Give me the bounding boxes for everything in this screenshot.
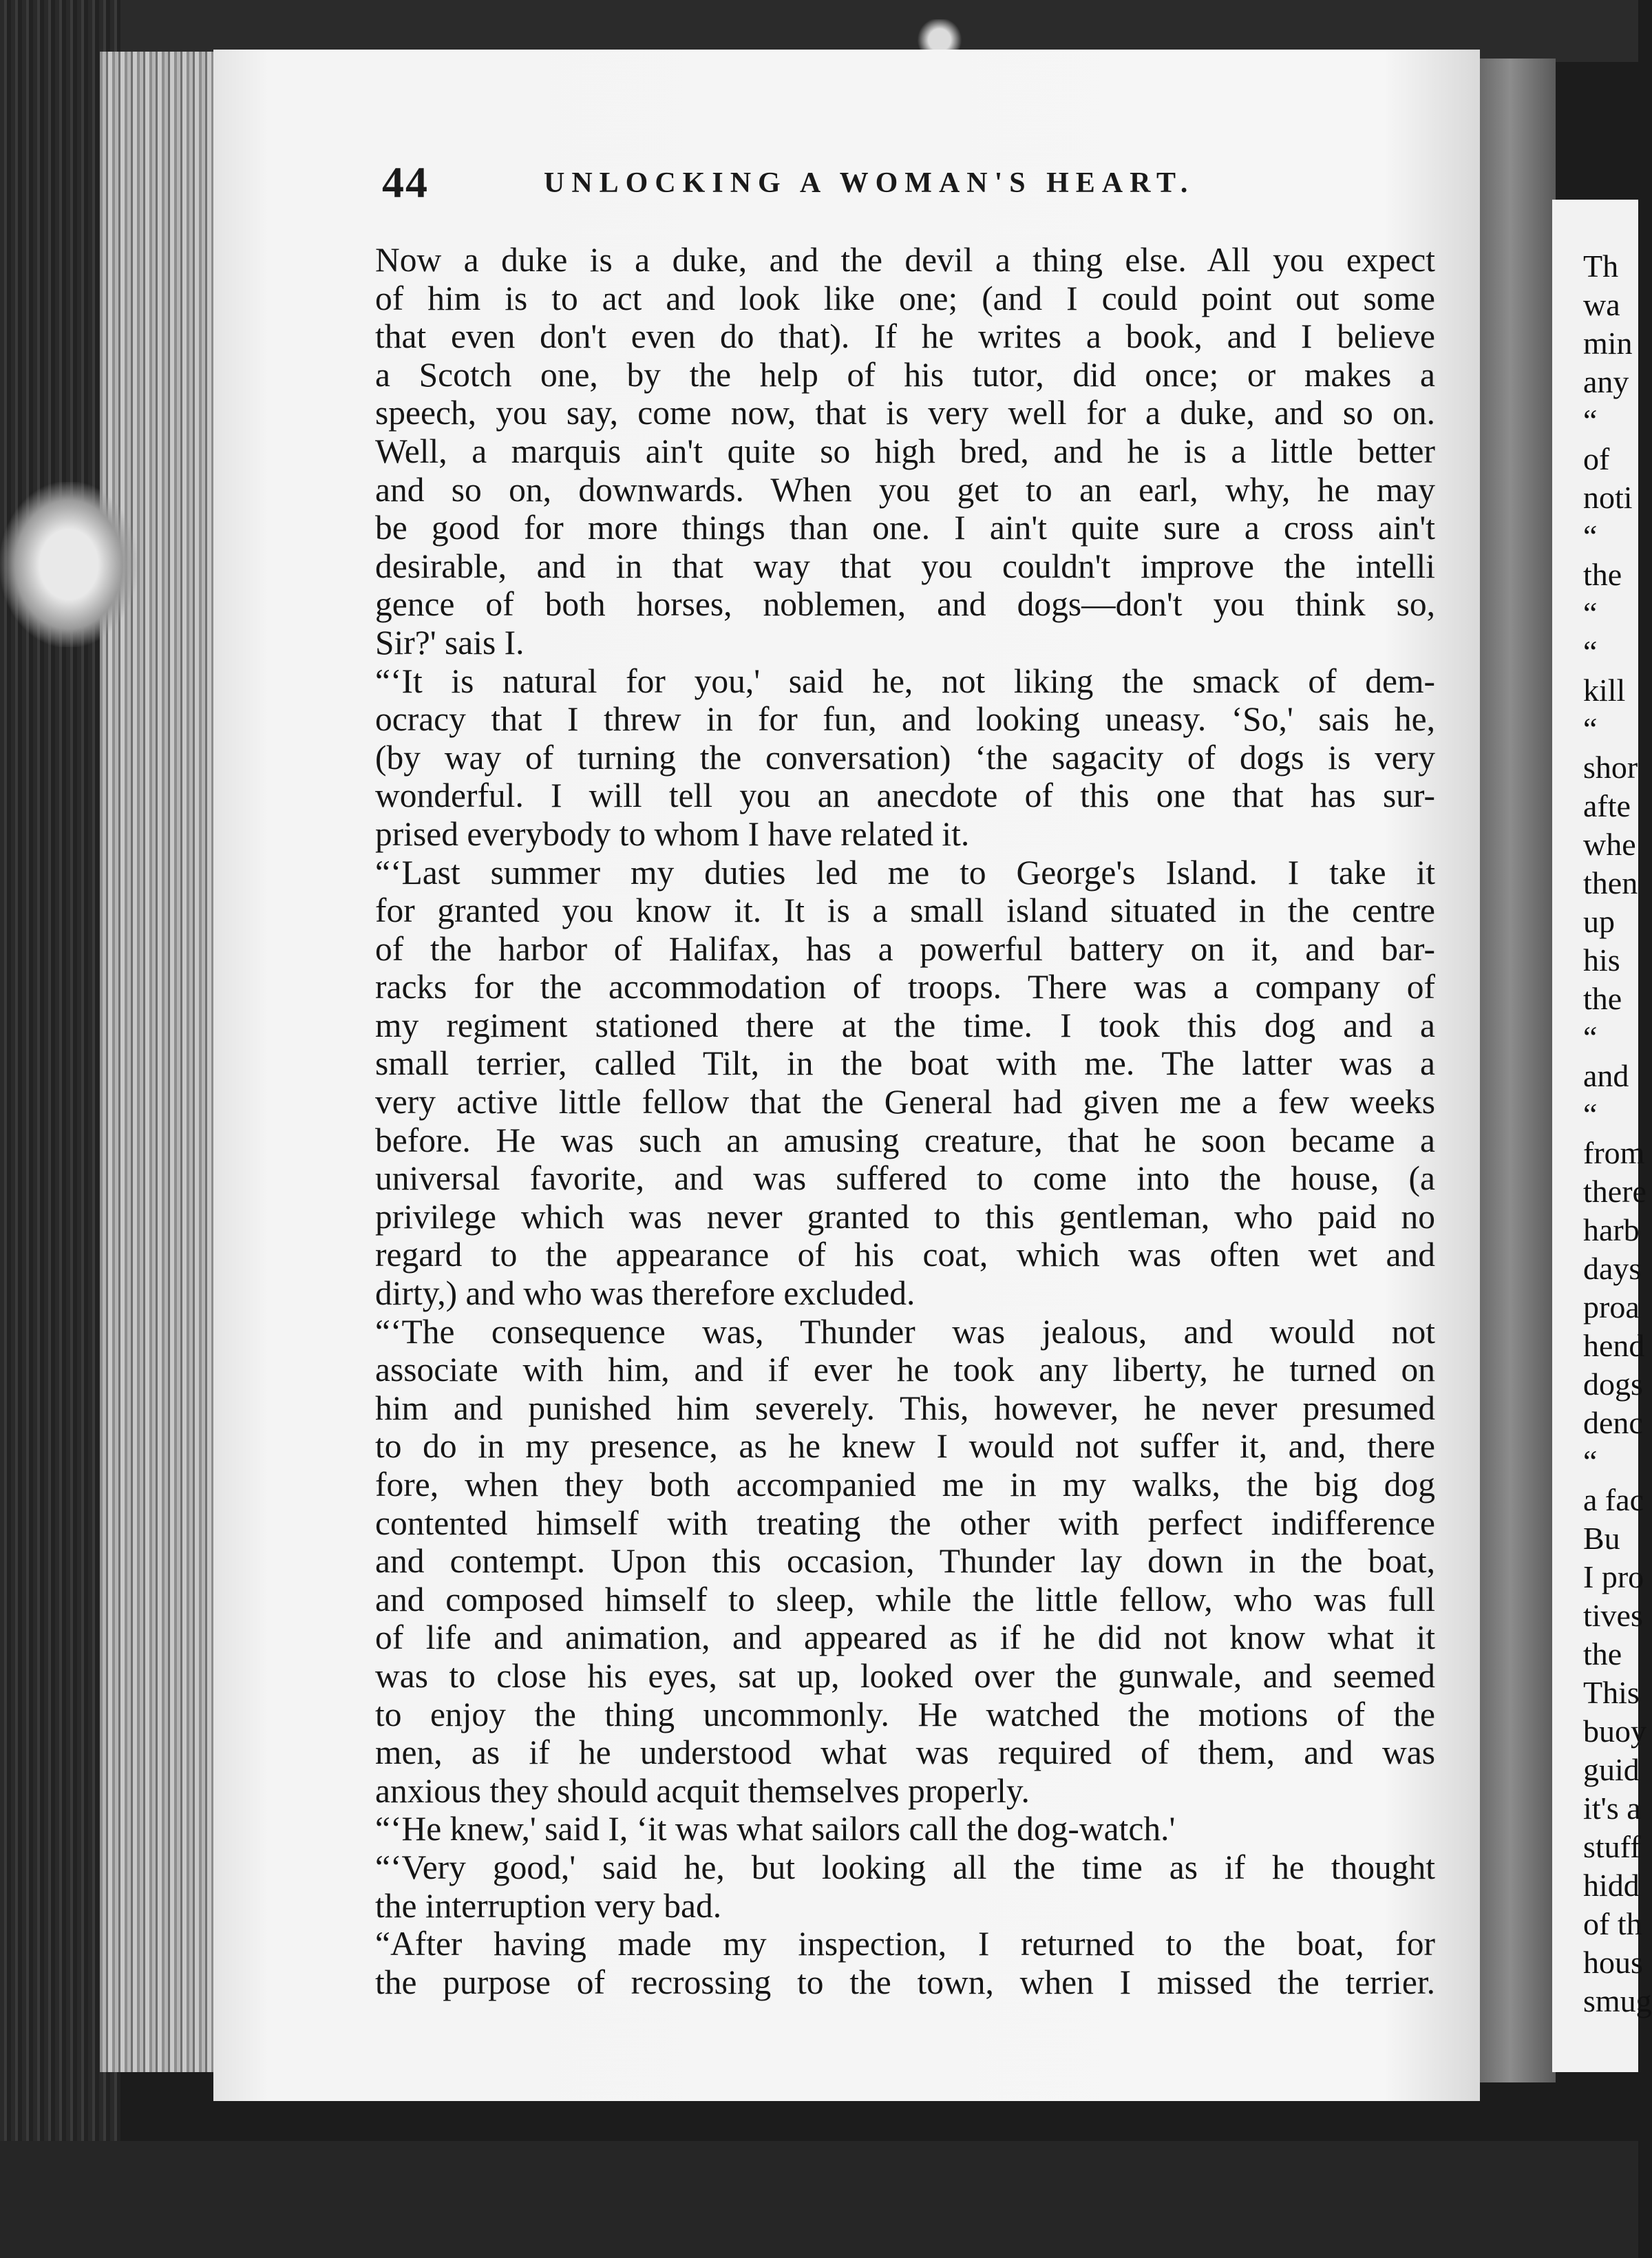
facing-page-fragment: days [1583,1251,1642,1286]
text-line: gence of both horses, noblemen, and dogs—don't you think so, [375,585,1435,624]
text-line: that even don't even do that). If he writes a book, and I believe [375,317,1435,356]
paper-damage-blotch [0,482,138,647]
page-stack-edge [100,52,224,2072]
text-line: dirty,) and who was therefore excluded. [375,1274,915,1313]
text-line: (by way of turning the conversation) ‘the sagacity of dogs is very [375,738,1435,777]
text-line: and composed himself to sleep, while the little fellow, who was full [375,1580,1435,1618]
facing-page-fragment: Th [1583,249,1619,284]
facing-page-fragment: hous [1583,1945,1643,1980]
facing-page-fragment: “ [1583,1444,1598,1479]
running-head: UNLOCKING A WOMAN'S HEART. [544,167,1195,199]
text-line: ocracy that I threw in for fun, and looking uneasy. ‘So,' sais he, [375,700,1435,739]
facing-page-fragment: “ [1583,1020,1598,1055]
text-line: “‘It is natural for you,' said he, not liking the smack of dem- [375,662,1435,700]
text-line: “‘The consequence was, Thunder was jealous, and would not [375,1312,1435,1351]
scan-background-bottom [0,2141,1638,2258]
text-line: before. He was such an amusing creature, that he soon became a [375,1121,1435,1159]
facing-page-fragment: min [1583,326,1633,361]
text-line: universal favorite, and was suffered to come into the house, (a [375,1159,1435,1198]
facing-page-fragment: the [1583,1636,1622,1671]
text-line: speech, you say, come now, that is very well for a duke, and so on. [375,394,1435,432]
text-line: men, as if he understood what was required of them, and was [375,1733,1435,1772]
text-line: privilege which was never granted to this gentleman, who paid no [375,1197,1435,1236]
text-line: the purpose of recrossing to the town, when I missed the terrier. [375,1963,1435,2001]
facing-page-fragment: “ [1583,634,1598,669]
facing-page-fragment: kill [1583,673,1626,708]
text-line: contented himself with treating the other with perfect indifference [375,1503,1435,1542]
text-line: be good for more things than one. I ain't quite sure a cross ain't [375,509,1435,547]
facing-page-fragment: smug [1583,1983,1652,2018]
text-line: “‘Last summer my duties led me to George's Island. I take it [375,853,1435,891]
text-line: fore, when they both accompanied me in my walks, the big dog [375,1466,1435,1503]
page-body-text [375,241,1435,2001]
text-line: racks for the accommodation of troops. There was a company of [375,968,1435,1006]
text-line: was to close his eyes, sat up, looked over the gunwale, and seemed [375,1656,1435,1695]
facing-page-fragment: tives [1583,1598,1643,1633]
facing-page-fragment: his [1583,942,1620,978]
page-number: 44 [382,158,429,207]
facing-page-fragment: proa [1583,1289,1640,1325]
facing-page-fragment: stuff [1583,1829,1641,1864]
text-line: the interruption very bad. [375,1886,722,1925]
text-line: very active little fellow that the General had given me a few weeks [375,1083,1435,1121]
facing-page-fragment: up [1583,904,1615,939]
text-line: associate with him, and if ever he took any liberty, he turned on [375,1351,1435,1389]
facing-page-fragment: whe [1583,827,1636,862]
facing-page-fragment: denc [1583,1405,1643,1440]
facing-page-fragment: of [1583,441,1610,476]
text-line: and contempt. Upon this occasion, Thunder lay down in the boat, [375,1542,1435,1581]
facing-page-fragment: the [1583,557,1622,592]
facing-page-fragment: afte [1583,788,1631,823]
text-line: a Scotch one, by the help of his tutor, did once; or makes a [375,355,1435,394]
facing-page-fragment: dogs [1583,1367,1643,1402]
text-line: and so on, downwards. When you get to an earl, why, he may [375,470,1435,509]
facing-page-fragment: then [1583,865,1638,900]
facing-page-fragment: This [1583,1675,1640,1710]
facing-page-fragment: buoy [1583,1713,1646,1749]
facing-page-fragment: Bu [1583,1521,1620,1556]
text-line: anxious they should acquit themselves properly. [375,1771,1030,1810]
text-line: “‘He knew,' said I, ‘it was what sailors call the dog-watch.' [375,1810,1176,1848]
page-header [382,157,1428,212]
text-line: regard to the appearance of his coat, which was often wet and [375,1236,1435,1274]
facing-page-fragment: a fac [1583,1482,1644,1517]
facing-page-fragment: it's a [1583,1791,1641,1826]
text-line: for granted you know it. It is a small island situated in the centre [375,891,1435,930]
text-line: “After having made my inspection, I returned to the boat, for [375,1925,1435,1963]
facing-page-fragment: shor [1583,750,1638,785]
facing-page-fragment: there [1583,1174,1646,1209]
facing-page-fragment: “ [1583,711,1598,746]
facing-page-fragment: and [1583,1058,1629,1093]
facing-page-fragment: any [1583,364,1629,399]
facing-page-fragment: of th [1583,1906,1642,1941]
text-line: of the harbor of Halifax, has a powerful battery on it, and bar- [375,929,1435,968]
text-line: my regiment stationed there at the time. I took this dog and a [375,1006,1435,1044]
text-line: him and punished him severely. This, however, he never presumed [375,1389,1435,1427]
book-gutter [1480,59,1556,2082]
facing-page-fragment: “ [1583,403,1598,438]
text-line: Sir?' sais I. [375,623,525,662]
facing-page-fragment: “ [1583,1097,1598,1132]
facing-page-fragment: harb [1583,1212,1640,1247]
facing-page-fragment: from [1583,1135,1645,1170]
facing-page-fragment: “ [1583,518,1598,553]
facing-page-fragment: wa [1583,287,1620,322]
text-line: of him is to act and look like one; (and I could point out some [375,279,1435,317]
facing-page-fragment: “ [1583,595,1598,631]
text-line: Well, a marquis ain't quite so high bred, and he is a little better [375,432,1435,470]
text-line: prised everybody to whom I have related it. [375,814,970,853]
text-line: “‘Very good,' said he, but looking all the time as if he thought [375,1848,1435,1886]
text-line: to enjoy the thing uncommonly. He watched the motions of the [375,1695,1435,1733]
text-line: desirable, and in that way that you couldn't improve the intelli [375,547,1435,585]
facing-page-fragment: hend [1583,1328,1645,1363]
text-line: of life and animation, and appeared as if he did not know what it [375,1618,1435,1657]
facing-page-fragment: hidd [1583,1868,1640,1903]
text-line: to do in my presence, as he knew I would not suffer it, and, there [375,1427,1435,1466]
text-line: wonderful. I will tell you an anecdote of this one that has sur- [375,777,1435,815]
facing-page-fragment: noti [1583,480,1633,515]
facing-page-fragment: the [1583,981,1622,1016]
facing-page-fragment: I pro [1583,1559,1644,1594]
text-line: small terrier, called Tilt, in the boat with me. The latter was a [375,1044,1435,1083]
text-line: Now a duke is a duke, and the devil a thing else. All you expect [375,241,1435,279]
facing-page-fragment: guid [1583,1752,1640,1787]
